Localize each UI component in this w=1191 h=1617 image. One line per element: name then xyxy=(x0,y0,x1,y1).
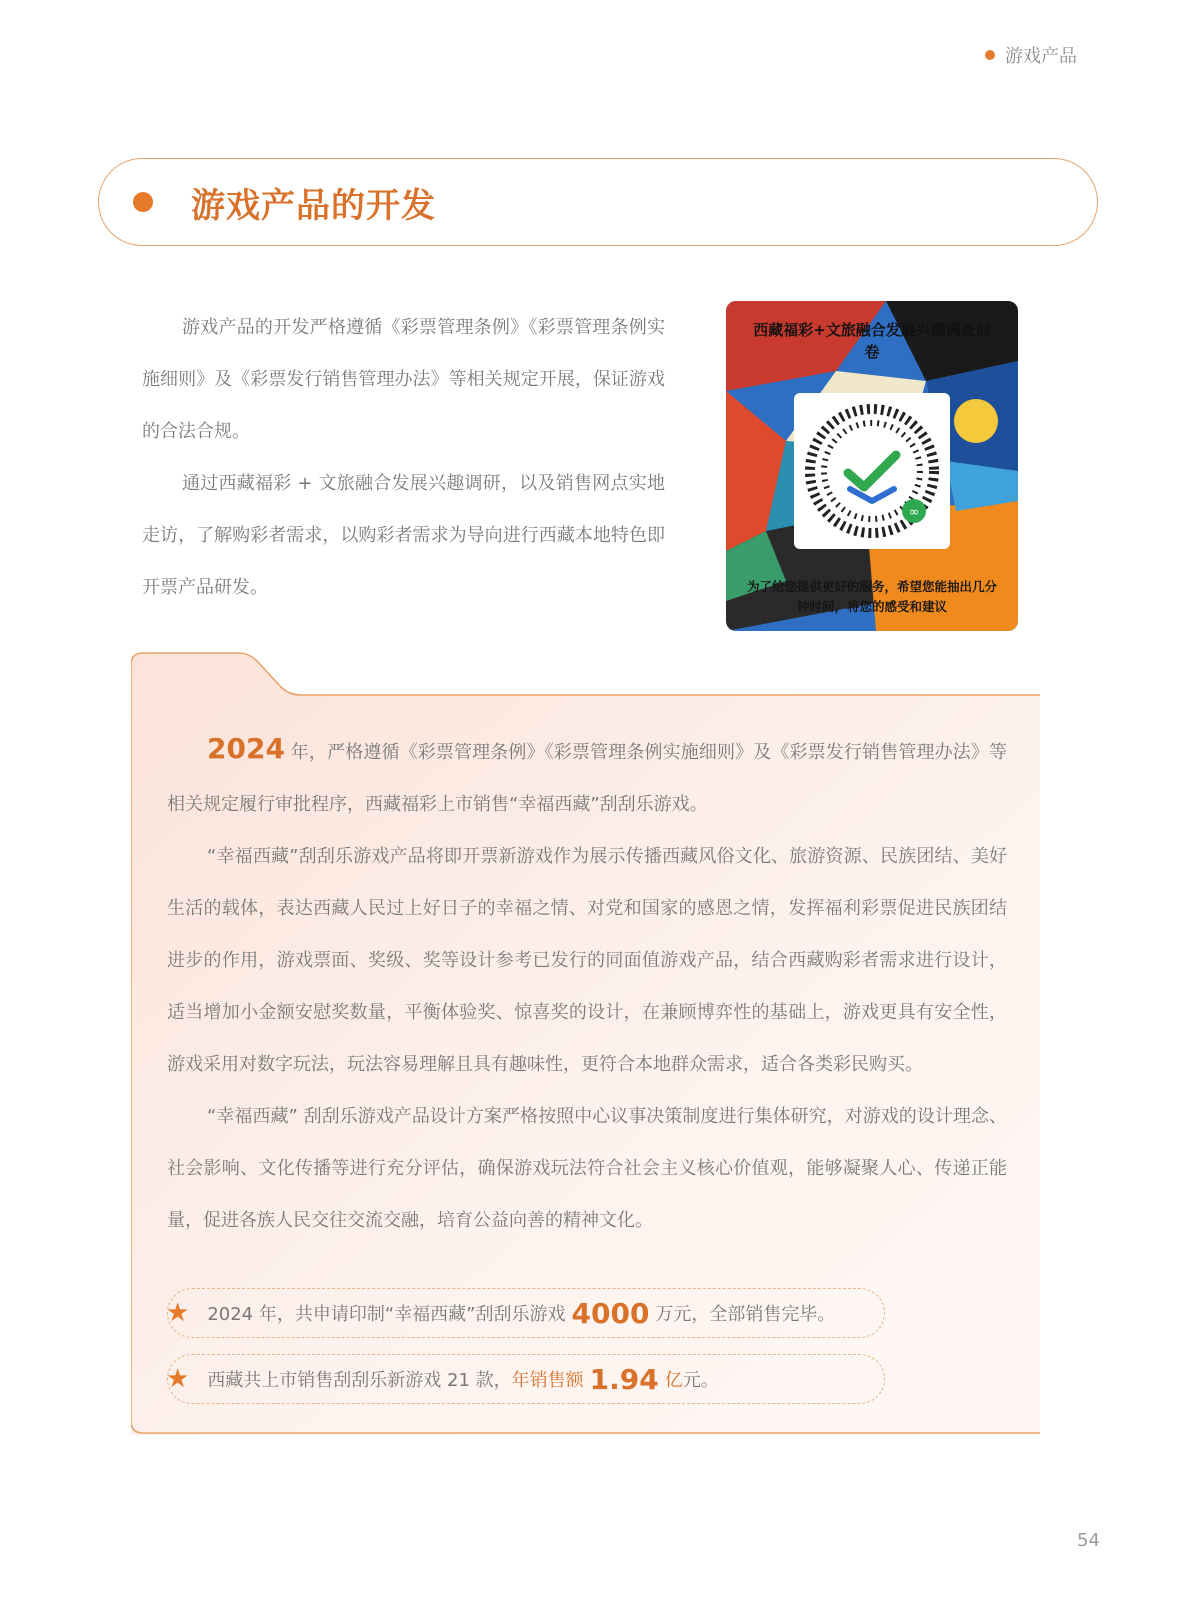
star-icon: ★ xyxy=(166,1364,190,1394)
survey-poster xyxy=(726,301,1018,631)
page-number: 54 xyxy=(1077,1530,1100,1551)
highlight-text: 万元，全部销售完毕。 xyxy=(655,1304,836,1325)
poster-footer: 为了给您提供更好的服务，希望您能抽出几分钟时间，将您的感受和建议 xyxy=(746,579,997,614)
intro-text xyxy=(142,302,665,614)
star-icon: ★ xyxy=(166,1298,190,1328)
qr-code[interactable] xyxy=(794,393,950,549)
content-panel xyxy=(131,651,1040,1435)
panel-paragraph: “幸福西藏” 刮刮乐游戏产品设计方案严格按照中心议事决策制度进行集体研究，对游戏的设计理念、社会影响、文化传播等进行充分评估，确保游戏玩法符合社会主义核心价值观，能够凝聚人心、传递正能量，促进各族人民交往交流交融，培育公益向善的精神文化。 xyxy=(167,1106,1007,1231)
section-header-tag xyxy=(985,42,1077,68)
intro-paragraph: 通过西藏福彩 + 文旅融合发展兴趣调研，以及销售网点实地走访，了解购彩者需求，以购彩者需求为导向进行西藏本地特色即开票产品研发。 xyxy=(142,473,665,598)
qr-code-icon xyxy=(794,393,950,549)
bullet-dot-icon xyxy=(985,50,995,60)
highlight-accent: 年销售额 xyxy=(511,1370,584,1391)
highlight-text: 2024 年，共申请印制“幸福西藏”刮刮乐游戏 xyxy=(207,1304,566,1325)
panel-text xyxy=(167,723,1007,1247)
highlight-text: 元。 xyxy=(682,1370,719,1391)
highlight-number: 1.94 xyxy=(589,1362,659,1396)
svg-text:∞: ∞ xyxy=(908,505,920,520)
highlight-item xyxy=(167,1354,885,1404)
highlight-item xyxy=(167,1288,885,1338)
panel-paragraph-text: 年，严格遵循《彩票管理条例》《彩票管理条例实施细则》及《彩票发行销售管理办法》等相关规定履行审批程序，西藏福彩上市销售“幸福西藏”刮刮乐游戏。 xyxy=(167,742,1007,815)
highlight-number: 4000 xyxy=(571,1296,650,1330)
panel-paragraph xyxy=(167,723,1007,831)
intro-paragraph: 游戏产品的开发严格遵循《彩票管理条例》《彩票管理条例实施细则》及《彩票发行销售管理办法》等相关规定开展，保证游戏的合法合规。 xyxy=(142,317,665,442)
poster-title: 西藏福彩+文旅融合发展兴趣调查问卷 xyxy=(753,321,991,361)
highlight-accent: 亿 xyxy=(664,1370,683,1391)
title-dot-icon xyxy=(133,192,153,212)
panel-paragraph: “幸福西藏”刮刮乐游戏产品将即开票新游戏作为展示传播西藏风俗文化、旅游资源、民族团结、美好生活的载体，表达西藏人民过上好日子的幸福之情、对党和国家的感恩之情，发挥福利彩票促进民族团结进步的作用，游戏票面、奖级、奖等设计参考已发行的同面值游戏产品，结合西藏购彩者需求进行设计，适当增加小金额安慰奖数量，平衡体验奖、惊喜奖的设计，在兼顾博弈性的基础上，游戏更具有安全性，游戏采用对数字玩法，玩法容易理解且具有趣味性，更符合本地群众需求，适合各类彩民购买。 xyxy=(167,846,1007,1075)
highlight-year: 2024 xyxy=(207,732,285,765)
highlight-text: 西藏共上市销售刮刮乐新游戏 21 款， xyxy=(207,1370,512,1391)
section-label: 游戏产品 xyxy=(1005,46,1077,67)
section-title-banner xyxy=(98,158,1098,246)
section-title: 游戏产品的开发 xyxy=(191,185,436,226)
